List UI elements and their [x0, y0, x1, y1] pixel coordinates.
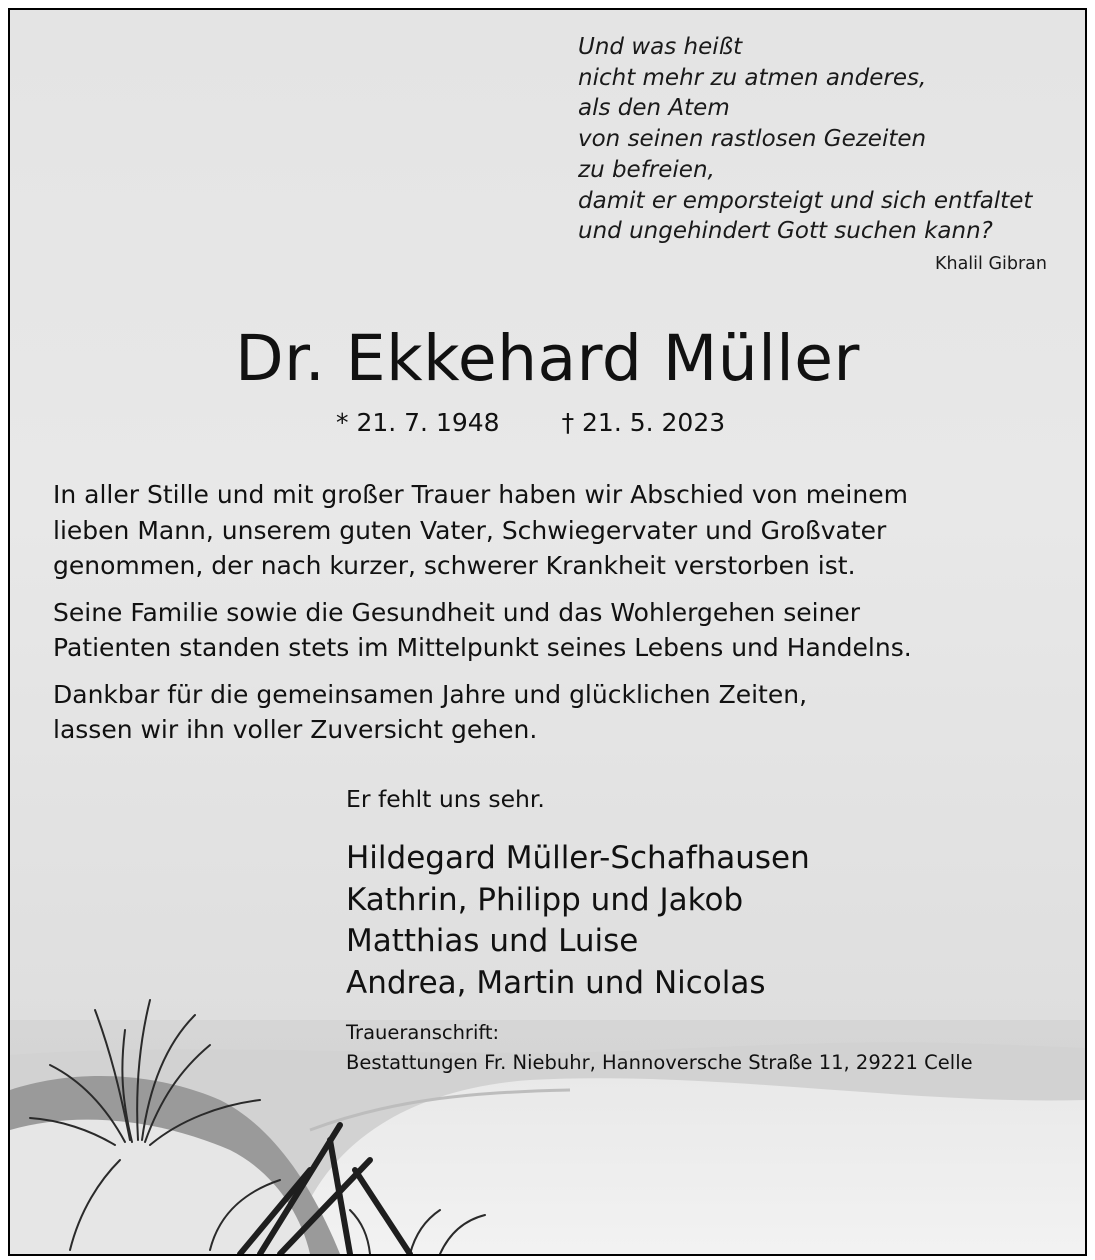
paragraph — [53, 477, 1053, 584]
text-line: Seine Familie sowie die Gesundheit und das Wohlergehen seiner — [53, 597, 861, 627]
poem-line: damit er emporsteigt und sich entfaltet — [578, 187, 1033, 214]
mourner-name: Hildegard Müller-Schafhausen — [346, 840, 810, 876]
obituary-text — [53, 477, 1053, 759]
poem-line: Und was heißt — [578, 34, 743, 60]
poem-line: als den Atem — [578, 95, 730, 122]
text-line: Dankbar für die gemeinsamen Jahre und glücklichen Zeiten, — [53, 679, 808, 709]
mourner-name: Andrea, Martin und Nicolas — [346, 964, 766, 1001]
text-line: lieben Mann, unserem guten Vater, Schwiegervater und Großvater — [53, 515, 887, 545]
text-line: lassen wir ihn voller Zuversicht gehen. — [53, 715, 538, 744]
poem-line: zu befreien, — [578, 156, 715, 183]
closing-line: Er fehlt uns sehr. — [346, 785, 545, 813]
deceased-name: Dr. Ekkehard Müller — [235, 322, 860, 395]
poem-line: und ungehindert Gott suchen kann? — [578, 218, 993, 245]
birth-date: * 21. 7. 1948 — [336, 408, 500, 437]
mourner-name: Kathrin, Philipp und Jakob — [346, 881, 744, 918]
address-label: Traueranschrift: — [346, 1021, 500, 1044]
poem-author: Khalil Gibran — [935, 254, 1047, 274]
obituary-notice — [8, 8, 1087, 1256]
poem-line: nicht mehr zu atmen anderes, — [578, 64, 927, 91]
address-text: Bestattungen Fr. Niebuhr, Hannoversche Straße 11, 29221 Celle — [346, 1051, 973, 1074]
text-line: In aller Stille und mit großer Trauer haben wir Abschied von meinem — [53, 480, 908, 509]
poem-line: von seinen rastlosen Gezeiten — [578, 126, 927, 153]
text-line: Patienten standen stets im Mittelpunkt seines Lebens und Handelns. — [53, 633, 912, 662]
death-date: † 21. 5. 2023 — [561, 408, 726, 437]
life-dates — [336, 408, 725, 437]
mourner-name: Matthias und Luise — [346, 923, 639, 959]
mourners-list — [346, 838, 810, 1004]
mourning-address — [346, 1018, 973, 1078]
text-line: genommen, der nach kurzer, schwerer Krankheit verstorben ist. — [53, 551, 856, 580]
paragraph — [53, 677, 1053, 748]
poem-quote — [578, 32, 1048, 247]
paragraph — [53, 595, 1053, 666]
